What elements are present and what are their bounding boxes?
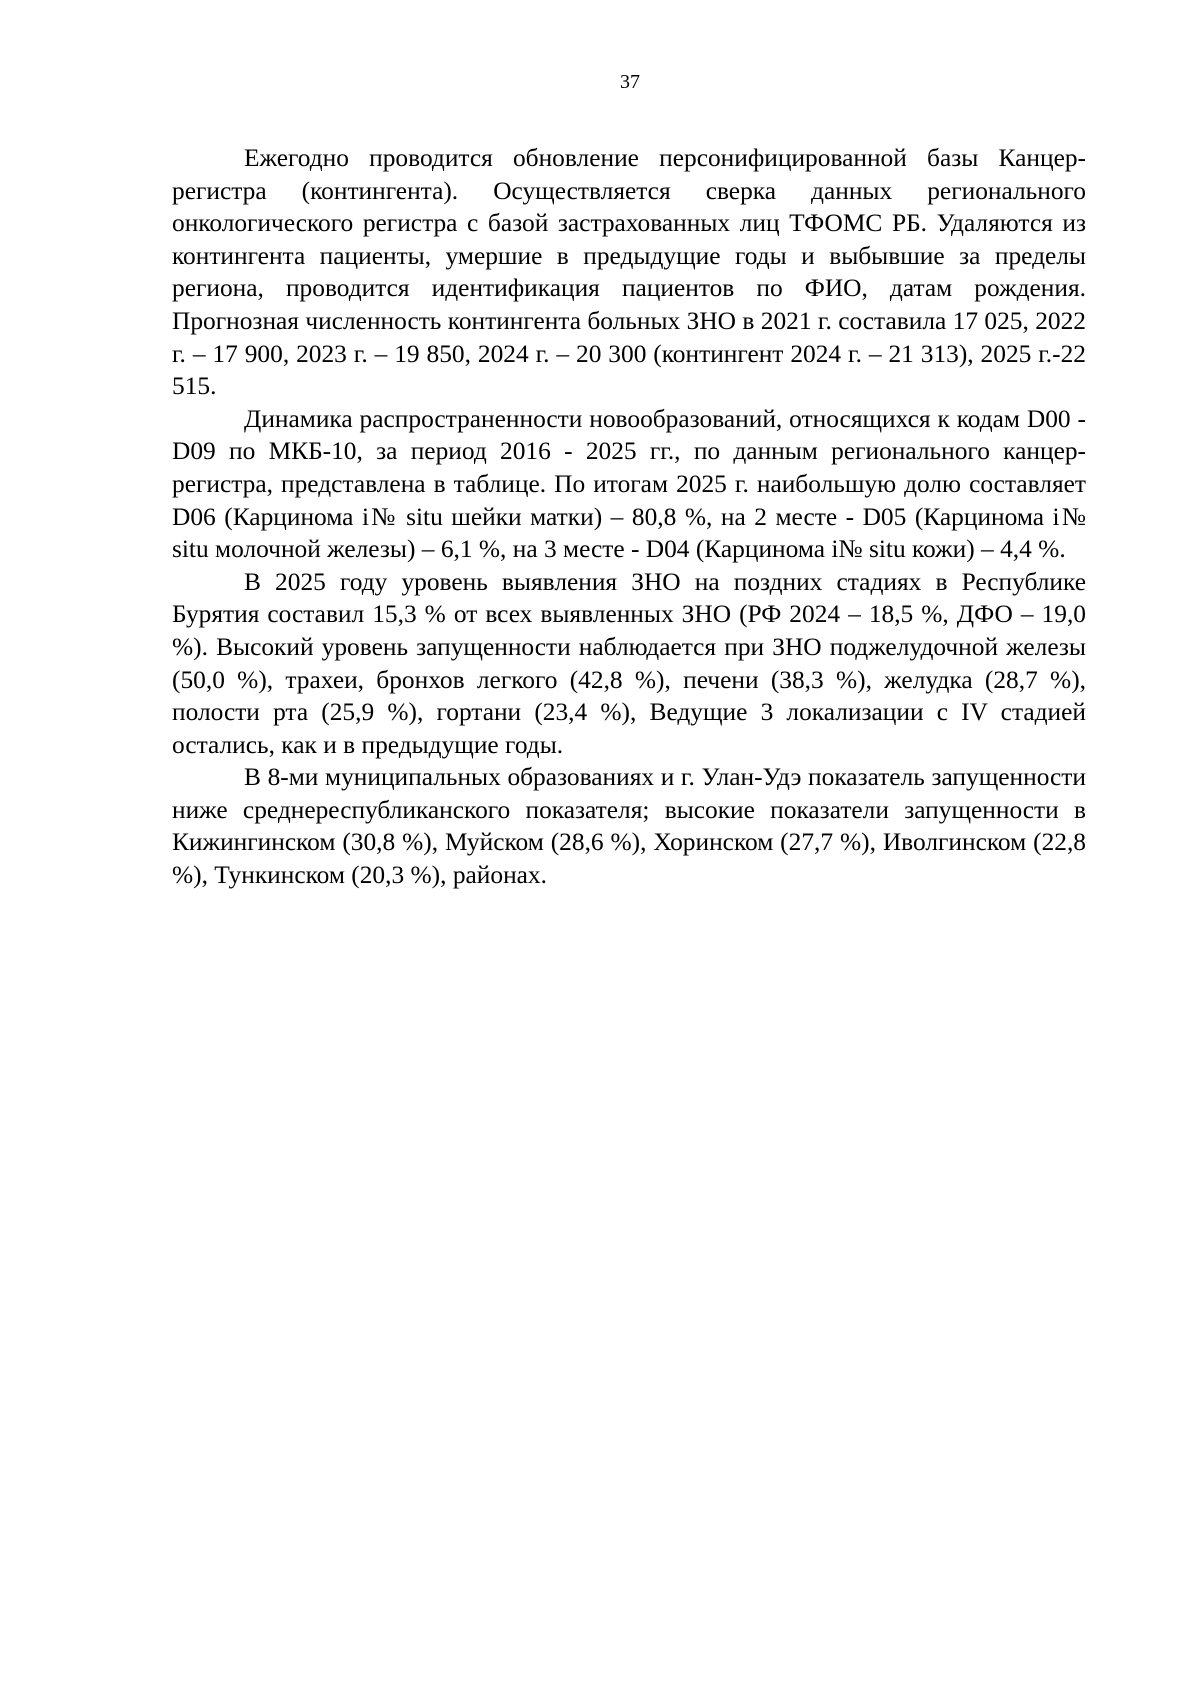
document-body xyxy=(172,142,1086,892)
paragraph-municipal-neglect-rates: В 8-ми муниципальных образованиях и г. Улан-Удэ показатель запущенности ниже среднереспубликанского показателя; высокие показатели запущенности в Кижингинском (30,8 %), Муйском (28,6 %), Хоринском (27,7 %), Иволгинском (22,8 %), Тункинском (20,3 %), районах. xyxy=(172,763,1086,890)
paragraph-cancer-registry-update: Ежегодно проводится обновление персонифицированной базы Канцер-регистра (контингента). Осуществляется сверка данных регионального онкологического регистра с базой застрахованных лиц ТФОМС РБ. Удаляются из контингента пациенты, умершие в предыдущие годы и выбывшие за пределы региона, проводится идентификация пациентов по ФИО, датам рождения. Прогнозная численность контингента больных ЗНО в 2021 г. составила 17 025, 2022 г. – 17 900, 2023 г. – 19 850, 2024 г. – 20 300 (контингент 2024 г. – 21 313), 2025 г.-22 515. xyxy=(172,144,1086,401)
paragraph-neoplasm-prevalence: Динамика распространенности новообразований, относящихся к кодам D00 - D09 по МКБ-10, за период 2016 - 2025 гг., по данным регионального канцер-регистра, представлена в таблице. По итогам 2025 г. наибольшую долю составляет D06 (Карцинома i№ situ шейки матки) – 80,8 %, на 2 месте - D05 (Карцинома i№ situ молочной железы) – 6,1 %, на 3 месте - D04 (Карцинома i№ situ кожи) – 4,4 %. xyxy=(172,404,1086,564)
paragraph-late-stage-detection: В 2025 году уровень выявления ЗНО на поздних стадиях в Республике Бурятия составил 15,3 % от всех выявленных ЗНО (РФ 2024 – 18,5 %, ДФО – 19,0 %). Высокий уровень запущенности наблюдается при ЗНО поджелудочной железы (50,0 %), трахеи, бронхов легкого (42,8 %), печени (38,3 %), желудка (28,7 %), полости рта (25,9 %), гортани (23,4 %), Ведущие 3 локализации с IV стадией остались, как и в предыдущие годы. xyxy=(172,567,1086,759)
page-number: 37 xyxy=(620,71,640,93)
